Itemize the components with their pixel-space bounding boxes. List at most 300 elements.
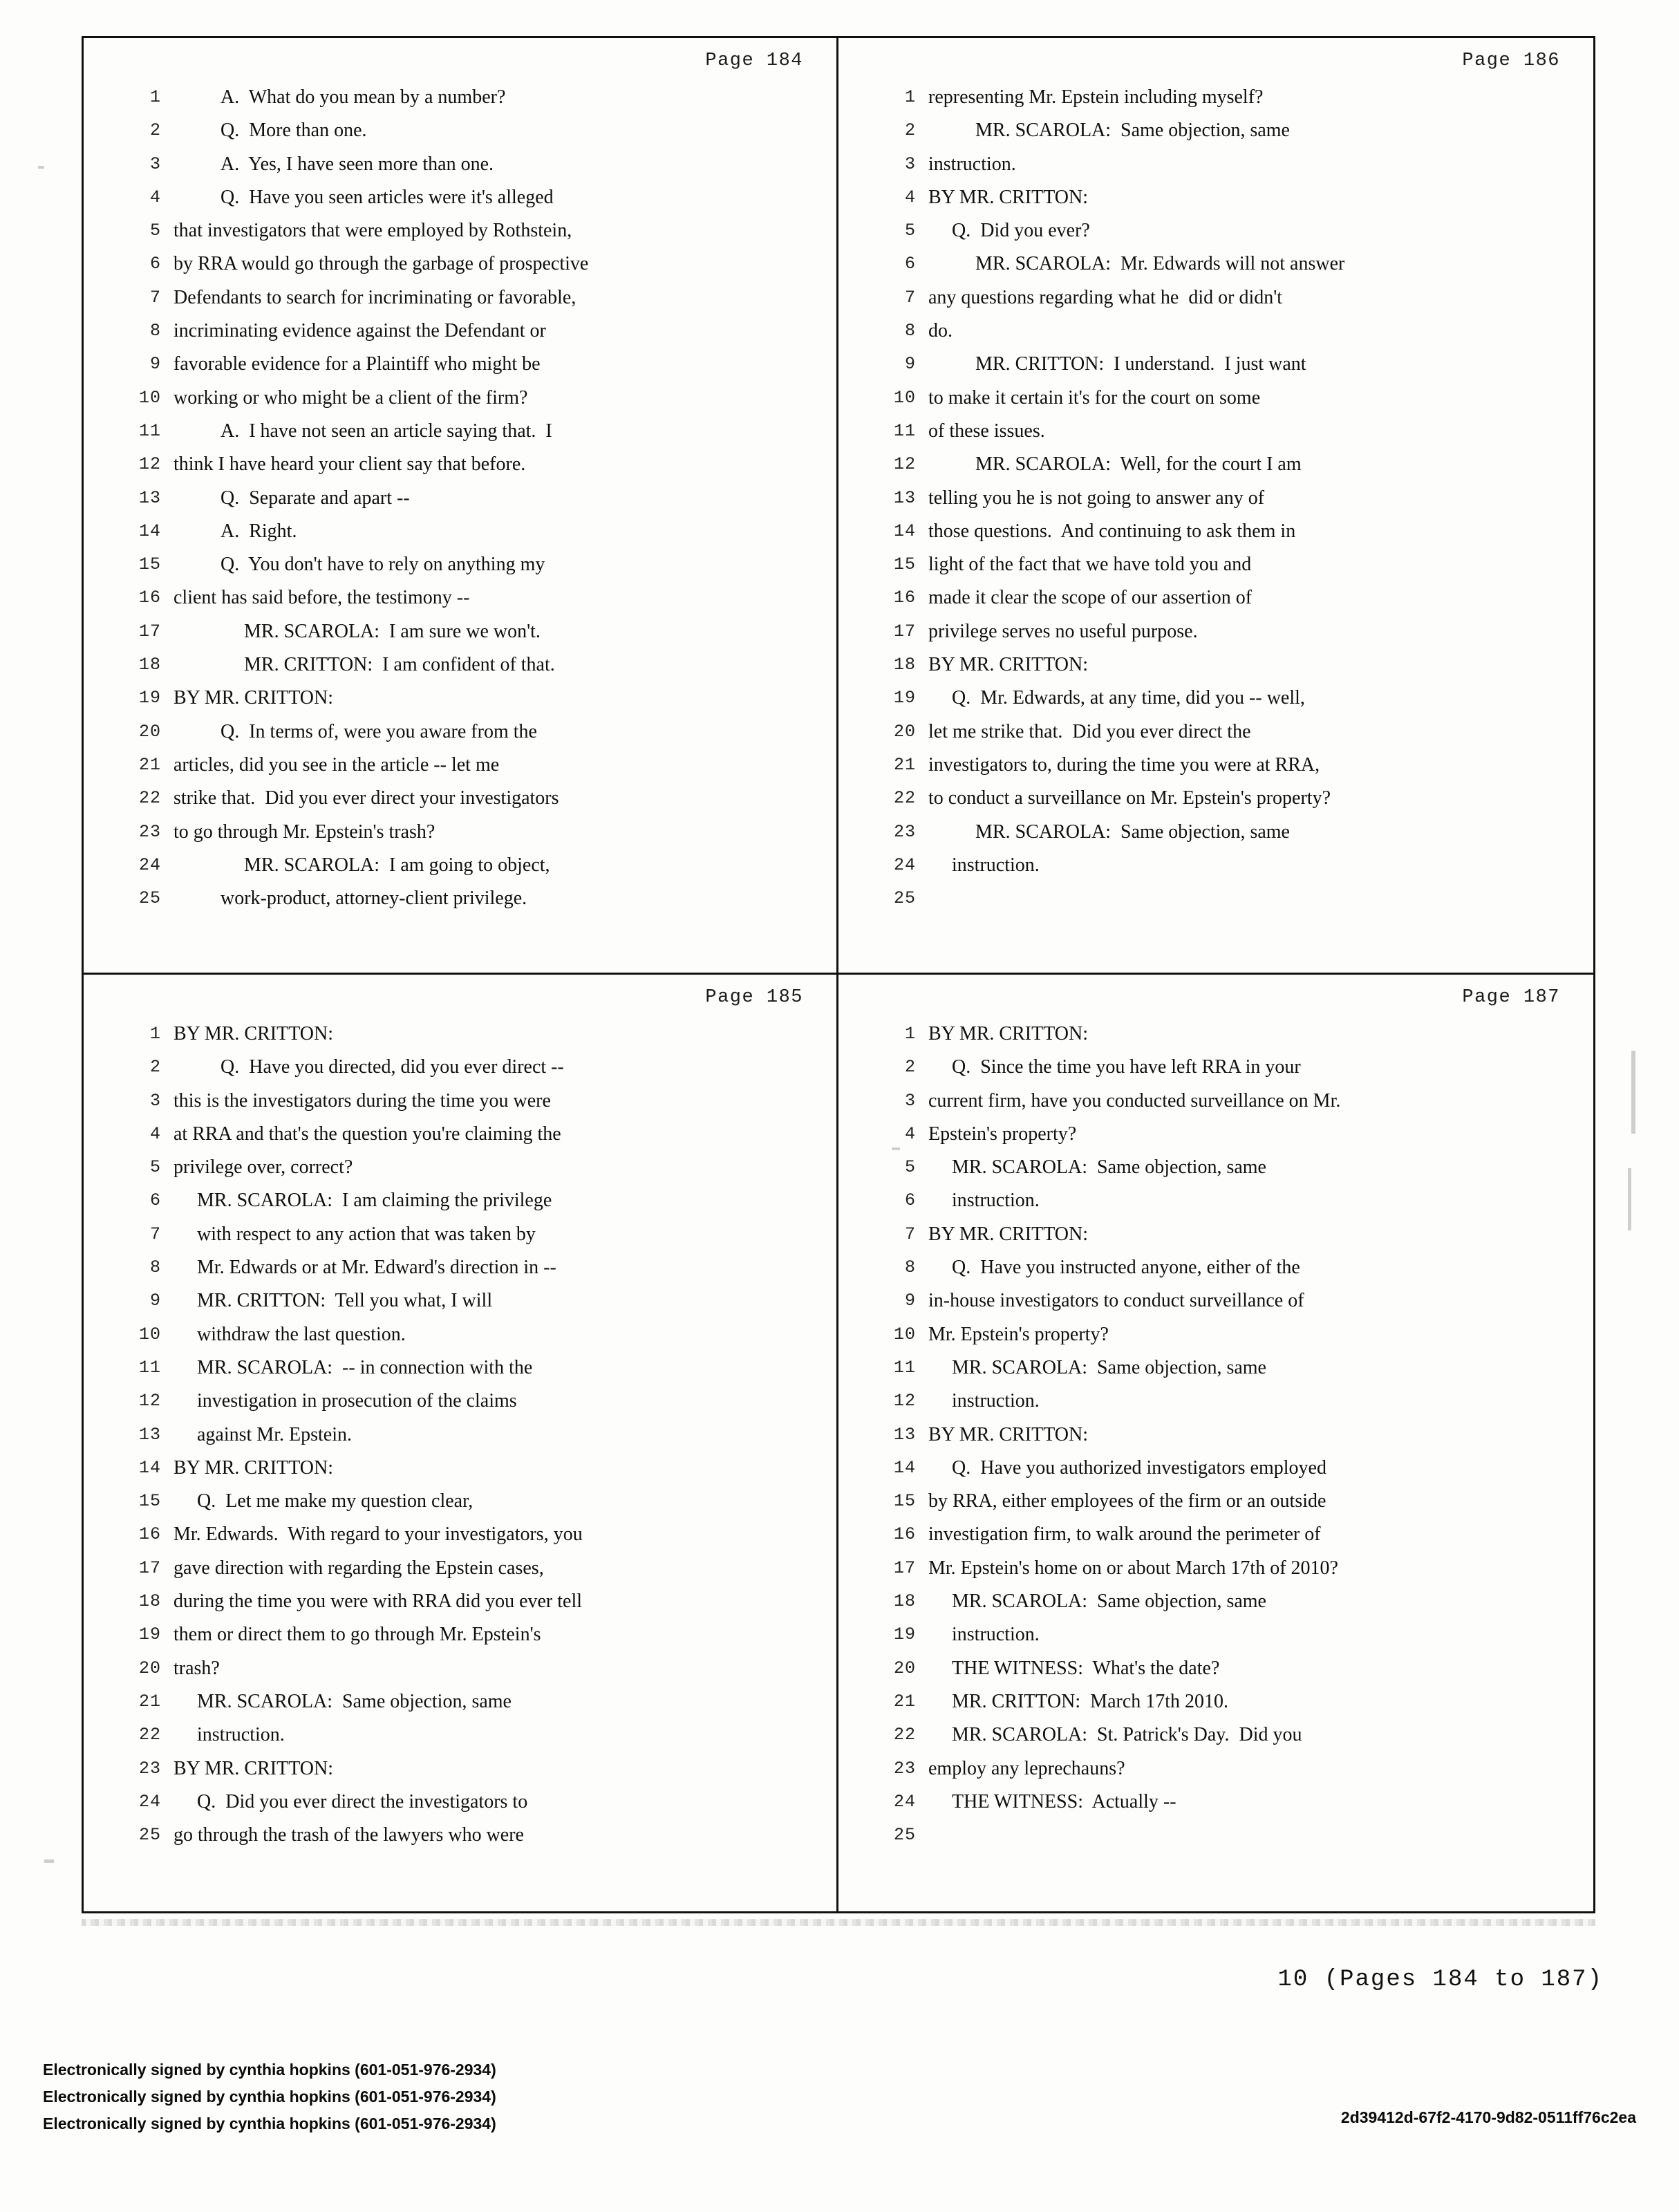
- line-text: that investigators that were employed by Rothstein,: [173, 220, 572, 242]
- line-text: light of the fact that we have told you and: [928, 554, 1252, 576]
- signature-line-2: Electronically signed by cynthia hopkins (601-051-976-2934): [43, 2088, 496, 2106]
- line-number: 25: [138, 1825, 161, 1846]
- line-text: think I have heard your client say that before.: [173, 453, 526, 476]
- scan-speck: [1628, 1168, 1631, 1230]
- transcript-line: [856, 615, 1575, 648]
- transcript-quadrant-187: [838, 975, 1593, 1911]
- line-text: BY MR. CRITTON:: [173, 1456, 334, 1479]
- line-text: MR. SCAROLA: St. Patrick's Day. Did you: [952, 1724, 1302, 1746]
- line-text: MR. SCAROLA: Same objection, same: [975, 120, 1290, 142]
- line-number: 14: [893, 521, 916, 541]
- transcript-line: [102, 1618, 818, 1651]
- line-number: 10: [893, 1324, 916, 1344]
- transcript-line: [102, 1018, 818, 1051]
- line-text: representing Mr. Epstein including myself?: [928, 86, 1264, 108]
- line-text: Defendants to search for incriminating or favorable,: [173, 286, 576, 308]
- transcript-line: [856, 1251, 1575, 1284]
- transcript-quadrant-184: [84, 38, 838, 975]
- line-number: 7: [149, 1224, 161, 1244]
- line-text: investigation in prosecution of the claims: [197, 1390, 517, 1412]
- transcript-line: [102, 782, 818, 815]
- line-text: Q. In terms of, were you aware from the: [221, 720, 537, 742]
- transcript-line: [856, 1819, 1575, 1852]
- line-text: to go through Mr. Epstein's trash?: [173, 821, 435, 843]
- line-number: 15: [893, 554, 916, 575]
- transcript-line: [856, 1552, 1575, 1585]
- line-number: 18: [893, 655, 916, 675]
- line-number: 6: [149, 254, 161, 274]
- scan-speck: [892, 1147, 900, 1150]
- transcript-line: [856, 1618, 1575, 1651]
- transcript-line: [102, 114, 818, 147]
- line-number: 11: [893, 420, 916, 441]
- line-text: Q. Have you directed, did you ever direct --: [221, 1056, 564, 1078]
- line-text: current firm, have you conducted surveillance on Mr.: [928, 1089, 1341, 1112]
- line-text: THE WITNESS: What's the date?: [952, 1657, 1220, 1679]
- line-text: trash?: [173, 1657, 220, 1679]
- line-number: 7: [904, 287, 916, 308]
- line-number: 12: [893, 1391, 916, 1412]
- line-number: 23: [893, 821, 916, 842]
- line-number: 24: [893, 854, 916, 875]
- transcript-line: [856, 1184, 1575, 1217]
- line-number: 7: [149, 287, 161, 308]
- line-text: favorable evidence for a Plaintiff who might be: [173, 353, 541, 375]
- line-text: MR. SCAROLA: Same objection, same: [197, 1690, 512, 1712]
- line-number: 12: [138, 1391, 161, 1412]
- line-text: Q. More than one.: [221, 120, 367, 142]
- scan-speck: [44, 1859, 54, 1863]
- transcript-line: [102, 1385, 818, 1418]
- line-text: MR. SCAROLA: Same objection, same: [952, 1356, 1266, 1378]
- transcript-line: [102, 247, 818, 281]
- transcript-line: [102, 515, 818, 548]
- line-text: made it clear the scope of our assertion of: [928, 587, 1253, 609]
- transcript-line: [102, 214, 818, 247]
- transcript-line: [856, 281, 1575, 315]
- line-text: MR. SCAROLA: Same objection, same: [952, 1156, 1266, 1179]
- line-number: 20: [893, 1658, 916, 1678]
- line-number: 14: [138, 1457, 161, 1478]
- line-number: 2: [149, 120, 161, 141]
- line-text: during the time you were with RRA did you ever tell: [173, 1591, 583, 1613]
- line-number: 22: [893, 788, 916, 809]
- line-number: 19: [893, 688, 916, 709]
- line-number: 13: [138, 1424, 161, 1445]
- transcript-line: [102, 682, 818, 715]
- line-text: to make it certain it's for the court on some: [928, 386, 1261, 409]
- line-number: 17: [138, 1557, 161, 1578]
- line-text: instruction.: [952, 1390, 1040, 1412]
- line-number: 6: [149, 1190, 161, 1211]
- line-number: 20: [893, 721, 916, 742]
- line-number: 3: [149, 153, 161, 174]
- transcript-line: [102, 1752, 818, 1785]
- line-number: 19: [138, 1624, 161, 1645]
- line-text: MR. SCAROLA: Mr. Edwards will not answer: [975, 253, 1345, 275]
- transcript-line: [102, 749, 818, 782]
- transcript-line: [102, 1685, 818, 1718]
- line-number: 16: [138, 1524, 161, 1545]
- transcript-line: [856, 81, 1575, 114]
- transcript-line: [102, 315, 818, 348]
- page-label-184: Page 184: [705, 50, 803, 71]
- transcript-line: [102, 1552, 818, 1585]
- line-number: 16: [138, 588, 161, 608]
- transcript-line: [856, 1418, 1575, 1452]
- line-number: 5: [904, 1157, 916, 1178]
- transcript-line: [856, 1318, 1575, 1351]
- line-text: instruction.: [952, 1190, 1040, 1212]
- line-number: 25: [138, 888, 161, 909]
- line-number: 18: [893, 1591, 916, 1612]
- line-number: 10: [138, 387, 161, 408]
- line-number: 11: [893, 1357, 916, 1378]
- transcript-line: [856, 1118, 1575, 1151]
- transcript-line: [102, 548, 818, 581]
- transcript-line: [856, 749, 1575, 782]
- transcript-line: [856, 1718, 1575, 1752]
- line-text: instruction.: [928, 153, 1016, 175]
- transcript-line: [856, 247, 1575, 281]
- transcript-line: [102, 1184, 818, 1217]
- line-text: against Mr. Epstein.: [197, 1423, 352, 1445]
- line-text: Q. Separate and apart --: [221, 487, 410, 509]
- transcript-line: [102, 1485, 818, 1518]
- transcript-line: [856, 882, 1575, 915]
- transcript-line: [856, 816, 1575, 849]
- line-number: 7: [904, 1224, 916, 1244]
- line-text: A. What do you mean by a number?: [221, 86, 506, 108]
- line-number: 2: [904, 120, 916, 141]
- line-text: Q. Did you ever direct the investigators to: [197, 1790, 528, 1812]
- line-number: 23: [893, 1758, 916, 1779]
- transcript-line: [102, 1318, 818, 1351]
- line-number: 13: [893, 487, 916, 508]
- transcript-line: [102, 1085, 818, 1118]
- transcript-line: [102, 1284, 818, 1318]
- line-number: 21: [893, 1691, 916, 1712]
- line-number: 16: [893, 1524, 916, 1545]
- line-text: working or who might be a client of the firm?: [173, 386, 528, 409]
- line-text: Q. Have you seen articles were it's alleged: [221, 186, 554, 208]
- line-text: BY MR. CRITTON:: [928, 1023, 1089, 1044]
- line-text: by RRA would go through the garbage of prospective: [173, 253, 589, 275]
- line-text: BY MR. CRITTON:: [173, 1757, 334, 1779]
- line-text: gave direction with regarding the Epstein cases,: [173, 1557, 544, 1579]
- line-text: MR. SCAROLA: I am going to object,: [244, 854, 550, 876]
- line-number: 18: [138, 655, 161, 675]
- transcript-lines-186: [856, 81, 1575, 915]
- transcript-line: [856, 348, 1575, 381]
- transcript-line: [102, 849, 818, 882]
- scan-speck: [1631, 1051, 1635, 1134]
- line-text: Mr. Epstein's property?: [928, 1323, 1109, 1345]
- line-text: BY MR. CRITTON:: [928, 654, 1089, 676]
- line-number: 13: [893, 1424, 916, 1445]
- scan-edge-artifact: [82, 1919, 1595, 1926]
- line-number: 1: [904, 87, 916, 107]
- transcript-line: [102, 816, 818, 849]
- page-label-187: Page 187: [1462, 987, 1560, 1008]
- line-text: articles, did you see in the article -- let me: [173, 753, 500, 776]
- transcript-line: [102, 415, 818, 448]
- line-text: Mr. Edwards or at Mr. Edward's direction in --: [197, 1257, 556, 1279]
- line-text: instruction.: [197, 1724, 285, 1746]
- transcript-line: [102, 1251, 818, 1284]
- line-text: work-product, attorney-client privilege.: [221, 888, 527, 910]
- line-number: 10: [138, 1324, 161, 1344]
- line-number: 24: [138, 1791, 161, 1812]
- transcript-line: [856, 581, 1575, 615]
- line-text: in-house investigators to conduct surveillance of: [928, 1290, 1304, 1312]
- line-number: 5: [149, 1157, 161, 1178]
- transcript-lines-187: [856, 1018, 1575, 1852]
- transcript-line: [102, 348, 818, 381]
- transcript-line: [856, 1485, 1575, 1518]
- transcript-line: [102, 1518, 818, 1551]
- line-number: 9: [149, 354, 161, 375]
- line-text: MR. CRITTON: March 17th 2010.: [952, 1690, 1229, 1712]
- line-number: 15: [138, 554, 161, 575]
- line-text: Mr. Edwards. With regard to your investigators, you: [173, 1524, 583, 1546]
- transcript-line: [856, 1284, 1575, 1318]
- line-number: 19: [893, 1624, 916, 1645]
- transcript-line: [102, 482, 818, 515]
- line-text: Q. Have you instructed anyone, either of the: [952, 1257, 1300, 1279]
- page-label-185: Page 185: [705, 987, 803, 1008]
- transcript-line: [856, 482, 1575, 515]
- line-number: 4: [904, 187, 916, 207]
- line-text: telling you he is not going to answer any of: [928, 487, 1265, 509]
- line-text: MR. SCAROLA: Same objection, same: [952, 1591, 1266, 1613]
- line-text: do.: [928, 320, 953, 342]
- line-number: 9: [904, 1291, 916, 1311]
- line-text: BY MR. CRITTON:: [173, 687, 334, 709]
- line-number: 8: [904, 321, 916, 341]
- transcript-line: [102, 1351, 818, 1385]
- transcript-line: [102, 181, 818, 214]
- transcript-quadrant-186: [838, 38, 1593, 975]
- line-text: of these issues.: [928, 420, 1045, 442]
- footer-page-range: 10 (Pages 184 to 187): [1277, 1967, 1603, 1993]
- line-text: BY MR. CRITTON:: [928, 186, 1089, 208]
- line-number: 17: [893, 621, 916, 641]
- line-number: 8: [149, 321, 161, 341]
- line-number: 2: [904, 1057, 916, 1078]
- line-text: Mr. Epstein's home on or about March 17th of 2010?: [928, 1557, 1338, 1579]
- line-number: 4: [149, 187, 161, 207]
- line-number: 18: [138, 1591, 161, 1612]
- transcript-line: [102, 1118, 818, 1151]
- signature-line-3: Electronically signed by cynthia hopkins (601-051-976-2934): [43, 2115, 496, 2133]
- line-text: withdraw the last question.: [197, 1323, 406, 1345]
- line-number: 4: [904, 1123, 916, 1144]
- transcript-line: [856, 415, 1575, 448]
- transcript-line: [856, 1051, 1575, 1084]
- line-text: MR. CRITTON: I understand. I just want: [975, 353, 1306, 375]
- line-number: 20: [138, 1658, 161, 1678]
- line-number: 25: [893, 1825, 916, 1846]
- line-text: to conduct a surveillance on Mr. Epstein's property?: [928, 787, 1331, 809]
- transcript-line: [856, 515, 1575, 548]
- line-text: MR. SCAROLA: Well, for the court I am: [975, 453, 1302, 476]
- transcript-line: [102, 81, 818, 114]
- transcript-line: [102, 382, 818, 415]
- line-text: MR. SCAROLA: Same objection, same: [975, 821, 1290, 843]
- line-text: Q. Since the time you have left RRA in your: [952, 1056, 1301, 1078]
- transcript-line: [856, 1018, 1575, 1051]
- line-number: 4: [149, 1123, 161, 1144]
- line-text: client has said before, the testimony --: [173, 587, 470, 609]
- line-text: at RRA and that's the question you're claiming the: [173, 1123, 561, 1145]
- transcript-line: [856, 1752, 1575, 1785]
- transcript-line: [856, 782, 1575, 815]
- line-text: with respect to any action that was taken by: [197, 1223, 536, 1245]
- line-number: 3: [904, 153, 916, 174]
- line-number: 25: [893, 888, 916, 909]
- transcript-line: [856, 1151, 1575, 1184]
- line-number: 21: [893, 754, 916, 775]
- line-text: MR. SCAROLA: I am sure we won't.: [244, 620, 541, 642]
- transcript-line: [856, 1518, 1575, 1551]
- transcript-line: [102, 1051, 818, 1084]
- line-text: privilege serves no useful purpose.: [928, 620, 1198, 642]
- line-number: 9: [149, 1291, 161, 1311]
- line-number: 3: [904, 1090, 916, 1111]
- line-number: 21: [138, 1691, 161, 1712]
- line-number: 14: [893, 1457, 916, 1478]
- transcript-line: [856, 114, 1575, 147]
- transcript-line: [856, 648, 1575, 682]
- line-text: this is the investigators during the time you were: [173, 1089, 551, 1112]
- line-number: 11: [138, 420, 161, 441]
- transcript-line: [856, 382, 1575, 415]
- line-text: privilege over, correct?: [173, 1156, 353, 1179]
- line-number: 1: [149, 1024, 161, 1044]
- transcript-line: [856, 548, 1575, 581]
- line-text: employ any leprechauns?: [928, 1757, 1125, 1779]
- line-number: 21: [138, 754, 161, 775]
- line-number: 5: [149, 221, 161, 241]
- line-number: 11: [138, 1357, 161, 1378]
- line-text: go through the trash of the lawyers who were: [173, 1824, 524, 1846]
- transcript-line: [102, 1151, 818, 1184]
- transcript-line: [856, 1452, 1575, 1485]
- line-text: investigation firm, to walk around the perimeter of: [928, 1524, 1321, 1546]
- line-number: 10: [893, 387, 916, 408]
- line-number: 24: [893, 1791, 916, 1812]
- transcript-line: [856, 682, 1575, 715]
- line-number: 8: [904, 1257, 916, 1278]
- line-text: Q. Did you ever?: [952, 220, 1090, 242]
- transcript-line: [102, 882, 818, 915]
- line-number: 24: [138, 854, 161, 875]
- line-text: MR. CRITTON: I am confident of that.: [244, 654, 555, 676]
- transcript-quadrant-grid: [82, 36, 1595, 1913]
- line-number: 6: [904, 1190, 916, 1211]
- line-text: those questions. And continuing to ask them in: [928, 520, 1296, 542]
- line-number: 1: [149, 87, 161, 107]
- transcript-line: [102, 1218, 818, 1251]
- transcript-line: [102, 615, 818, 648]
- line-number: 5: [904, 221, 916, 241]
- transcript-lines-184: [102, 81, 818, 915]
- line-text: Q. Have you authorized investigators employed: [952, 1456, 1326, 1479]
- line-text: let me strike that. Did you ever direct the: [928, 720, 1251, 742]
- transcript-line: [856, 1218, 1575, 1251]
- transcript-line: [102, 581, 818, 615]
- line-number: 3: [149, 1090, 161, 1111]
- transcript-line: [856, 1351, 1575, 1385]
- line-text: MR. SCAROLA: -- in connection with the: [197, 1356, 533, 1378]
- line-text: Q. Let me make my question clear,: [197, 1490, 473, 1512]
- line-number: 2: [149, 1057, 161, 1078]
- signature-line-1: Electronically signed by cynthia hopkins (601-051-976-2934): [43, 2061, 496, 2079]
- line-number: 19: [138, 688, 161, 709]
- line-text: BY MR. CRITTON:: [928, 1423, 1089, 1445]
- transcript-line: [102, 648, 818, 682]
- line-text: investigators to, during the time you were at RRA,: [928, 753, 1320, 776]
- line-number: 23: [138, 1758, 161, 1779]
- line-text: Epstein's property?: [928, 1123, 1077, 1145]
- line-number: 12: [138, 454, 161, 475]
- line-text: BY MR. CRITTON:: [928, 1223, 1089, 1245]
- transcript-line: [856, 214, 1575, 247]
- line-number: 8: [149, 1257, 161, 1278]
- line-number: 15: [138, 1491, 161, 1512]
- line-text: any questions regarding what he did or didn't: [928, 286, 1283, 308]
- transcript-line: [856, 1385, 1575, 1418]
- line-text: THE WITNESS: Actually --: [952, 1790, 1176, 1812]
- line-number: 9: [904, 354, 916, 375]
- line-text: by RRA, either employees of the firm or an outside: [928, 1490, 1326, 1512]
- transcript-line: [856, 1085, 1575, 1118]
- transcript-line: [102, 1418, 818, 1452]
- line-text: A. I have not seen an article saying that. I: [221, 420, 552, 442]
- transcript-line: [856, 849, 1575, 882]
- transcript-line: [856, 715, 1575, 749]
- line-text: A. Yes, I have seen more than one.: [221, 153, 494, 175]
- transcript-line: [856, 1652, 1575, 1685]
- line-text: MR. CRITTON: Tell you what, I will: [197, 1290, 493, 1312]
- line-text: instruction.: [952, 1624, 1040, 1646]
- transcript-line: [102, 1718, 818, 1752]
- transcript-line: [102, 1819, 818, 1852]
- line-number: 14: [138, 521, 161, 541]
- transcript-line: [102, 448, 818, 481]
- line-text: incriminating evidence against the Defendant or: [173, 320, 546, 342]
- transcript-line: [856, 1685, 1575, 1718]
- transcript-line: [856, 181, 1575, 214]
- transcript-line: [856, 1785, 1575, 1819]
- transcript-line: [102, 1585, 818, 1618]
- electronic-signature-block: [43, 2056, 496, 2137]
- transcript-lines-185: [102, 1018, 818, 1852]
- line-text: instruction.: [952, 854, 1040, 876]
- line-text: them or direct them to go through Mr. Epstein's: [173, 1624, 541, 1646]
- transcript-line: [856, 448, 1575, 481]
- transcript-line: [856, 148, 1575, 181]
- page-label-186: Page 186: [1462, 50, 1560, 71]
- line-number: 22: [893, 1725, 916, 1745]
- line-number: 20: [138, 721, 161, 742]
- transcript-line: [856, 315, 1575, 348]
- transcript-line: [102, 715, 818, 749]
- line-text: Q. You don't have to rely on anything my: [221, 554, 545, 576]
- scan-speck: [38, 166, 44, 169]
- line-number: 22: [138, 1725, 161, 1745]
